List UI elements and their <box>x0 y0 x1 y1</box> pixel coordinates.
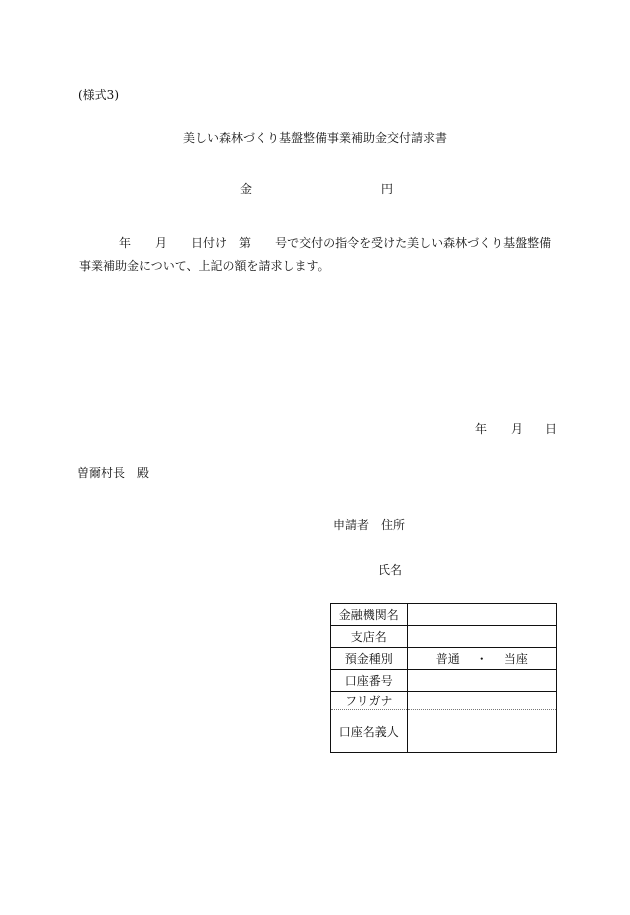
table-row <box>331 604 557 626</box>
bank-name-field[interactable] <box>407 604 556 626</box>
table-row <box>331 710 557 753</box>
document-title: 美しい森林づくり基盤整備事業補助金交付請求書 <box>182 131 447 145</box>
table-row <box>331 692 557 710</box>
applicant-address-label: 申請者 住所 <box>333 518 406 532</box>
account-type-label: 預金種別 <box>331 648 408 670</box>
furigana-label: フリガナ <box>331 692 408 710</box>
bank-account-table <box>330 603 557 753</box>
account-number-label: 口座番号 <box>331 670 408 692</box>
statement-number-prefix: 第 <box>239 236 252 250</box>
date-year: 年 <box>475 422 488 436</box>
addressee: 曽爾村長 殿 <box>77 466 150 480</box>
request-statement <box>79 232 557 278</box>
account-holder-label: 口座名義人 <box>331 710 408 753</box>
statement-text: 号で交付の指令を受けた美しい森林づくり基盤整備事業補助金について、上記の額を請求します。 <box>79 236 552 273</box>
branch-name-label: 支店名 <box>331 626 408 648</box>
statement-year: 年 <box>119 236 132 250</box>
statement-month: 月 <box>155 236 168 250</box>
amount-unit: 円 <box>381 182 394 196</box>
account-number-field[interactable] <box>407 670 556 692</box>
furigana-field[interactable] <box>407 692 556 710</box>
account-type-separator: ・ <box>475 652 488 666</box>
bank-name-label: 金融機関名 <box>331 604 408 626</box>
amount-prefix: 金 <box>240 182 253 196</box>
table-row <box>331 626 557 648</box>
account-holder-field[interactable] <box>407 710 556 753</box>
date-day: 日 <box>545 422 558 436</box>
applicant-name-label: 氏名 <box>378 563 403 577</box>
branch-name-field[interactable] <box>407 626 556 648</box>
account-type-current[interactable]: 当座 <box>503 652 528 666</box>
account-type-field[interactable] <box>407 648 556 670</box>
table-row <box>331 648 557 670</box>
table-row <box>331 670 557 692</box>
date-month: 月 <box>511 422 524 436</box>
form-number: (様式3) <box>78 88 119 102</box>
account-type-ordinary[interactable]: 普通 <box>435 652 460 666</box>
statement-day-dated: 日付け <box>191 236 228 250</box>
